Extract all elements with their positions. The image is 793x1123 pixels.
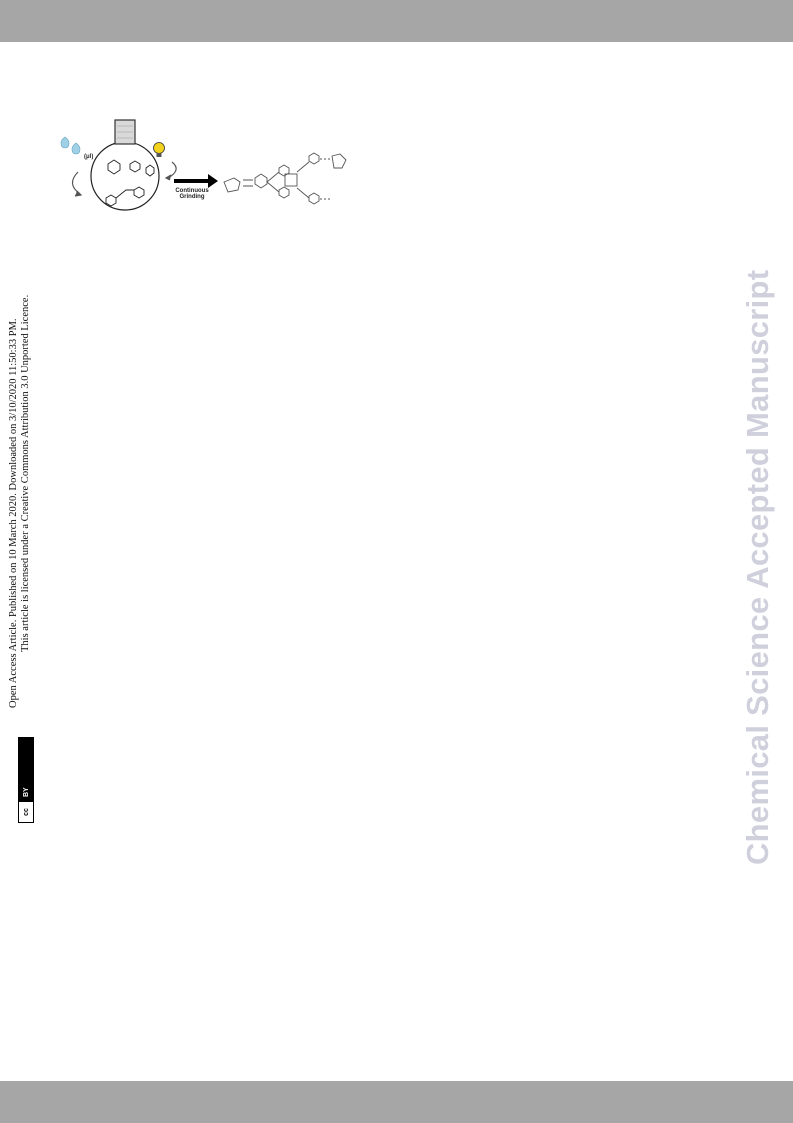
by-label: BY <box>19 738 33 801</box>
graphical-abstract <box>58 112 348 222</box>
open-access-notice: Open Access Article. Published on 10 March 2020. Downloaded on 3/10/2020 11:50:33 PM. <box>8 318 19 708</box>
cc-logo-icon: cc <box>19 801 33 822</box>
arrow-label-line1: Continuous <box>175 188 209 194</box>
water-drop-icon <box>61 137 80 154</box>
liquid-label: (μl) <box>84 154 94 160</box>
bottom-band <box>0 1081 793 1123</box>
light-bulb-icon <box>154 143 165 158</box>
licence-notice: This article is licensed under a Creative Commons Attribution 3.0 Unported Licence. <box>20 294 31 652</box>
arrow-label-line2: Grinding <box>179 194 205 200</box>
manuscript-watermark: Chemical Science Accepted Manuscript <box>740 269 775 865</box>
reaction-scheme <box>58 112 348 222</box>
reaction-arrow <box>174 174 218 188</box>
product-structure <box>224 153 346 204</box>
arrow-label <box>166 188 218 200</box>
top-band <box>0 0 793 42</box>
cc-by-badge[interactable] <box>18 737 34 823</box>
flask-icon <box>91 120 159 210</box>
